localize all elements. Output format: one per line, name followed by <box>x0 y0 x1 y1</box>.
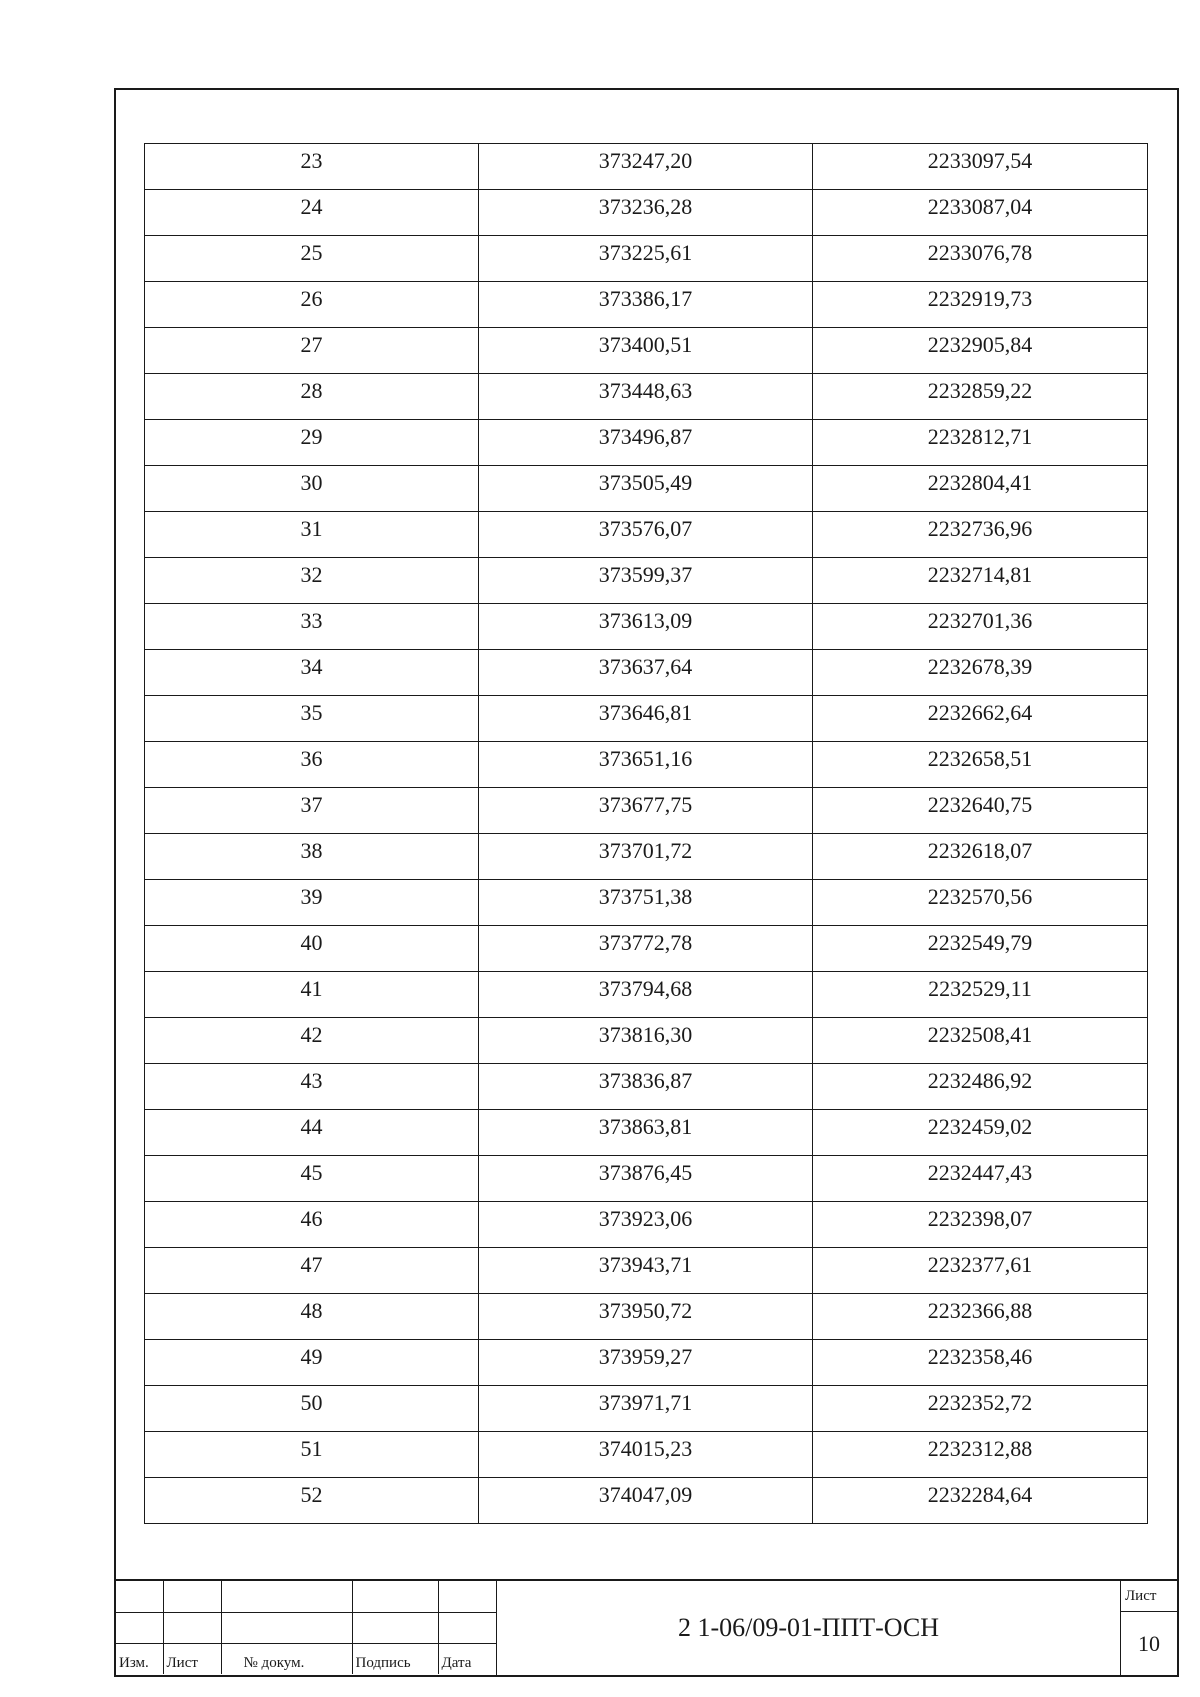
y-coordinate-cell: 2232714,81 <box>813 558 1148 604</box>
y-coordinate-cell: 2233087,04 <box>813 190 1148 236</box>
table-row <box>145 742 1148 788</box>
y-coordinate-cell: 2232701,36 <box>813 604 1148 650</box>
document-code: 2 1-06/09-01-ППТ-ОСН <box>496 1581 1120 1675</box>
table-row <box>145 604 1148 650</box>
point-number-cell: 41 <box>145 972 479 1018</box>
point-number-cell: 45 <box>145 1156 479 1202</box>
y-coordinate-cell: 2232459,02 <box>813 1110 1148 1156</box>
point-number-cell: 35 <box>145 696 479 742</box>
x-coordinate-cell: 373247,20 <box>479 144 813 190</box>
x-coordinate-cell: 373646,81 <box>479 696 813 742</box>
header-date: Дата <box>438 1643 496 1674</box>
point-number-cell: 39 <box>145 880 479 926</box>
y-coordinate-cell: 2232905,84 <box>813 328 1148 374</box>
x-coordinate-cell: 373677,75 <box>479 788 813 834</box>
y-coordinate-cell: 2232508,41 <box>813 1018 1148 1064</box>
revision-cell <box>116 1581 163 1612</box>
y-coordinate-cell: 2232284,64 <box>813 1478 1148 1524</box>
point-number-cell: 27 <box>145 328 479 374</box>
point-number-cell: 40 <box>145 926 479 972</box>
point-number-cell: 32 <box>145 558 479 604</box>
x-coordinate-cell: 373236,28 <box>479 190 813 236</box>
table-row <box>145 1156 1148 1202</box>
table-row <box>145 926 1148 972</box>
point-number-cell: 25 <box>145 236 479 282</box>
y-coordinate-cell: 2232618,07 <box>813 834 1148 880</box>
y-coordinate-cell: 2232358,46 <box>813 1340 1148 1386</box>
x-coordinate-cell: 373599,37 <box>479 558 813 604</box>
point-number-cell: 26 <box>145 282 479 328</box>
table-row <box>145 466 1148 512</box>
sheet-box <box>1120 1581 1177 1675</box>
header-document-number: № докум. <box>221 1643 352 1674</box>
revision-cell <box>163 1581 221 1612</box>
point-number-cell: 29 <box>145 420 479 466</box>
revision-cell <box>221 1612 352 1643</box>
point-number-cell: 47 <box>145 1248 479 1294</box>
x-coordinate-cell: 373863,81 <box>479 1110 813 1156</box>
y-coordinate-cell: 2232529,11 <box>813 972 1148 1018</box>
revision-cell <box>116 1612 163 1643</box>
table-row <box>145 1248 1148 1294</box>
point-number-cell: 51 <box>145 1432 479 1478</box>
x-coordinate-cell: 373751,38 <box>479 880 813 926</box>
point-number-cell: 48 <box>145 1294 479 1340</box>
point-number-cell: 24 <box>145 190 479 236</box>
revision-cell <box>221 1581 352 1612</box>
point-number-cell: 37 <box>145 788 479 834</box>
y-coordinate-cell: 2233076,78 <box>813 236 1148 282</box>
point-number-cell: 46 <box>145 1202 479 1248</box>
revision-cell <box>352 1612 438 1643</box>
y-coordinate-cell: 2232377,61 <box>813 1248 1148 1294</box>
point-number-cell: 33 <box>145 604 479 650</box>
y-coordinate-cell: 2232678,39 <box>813 650 1148 696</box>
header-change: Изм. <box>116 1643 163 1674</box>
x-coordinate-cell: 373836,87 <box>479 1064 813 1110</box>
coordinates-table <box>144 143 1148 1524</box>
x-coordinate-cell: 373496,87 <box>479 420 813 466</box>
table-row <box>145 1294 1148 1340</box>
sheet-label: Лист <box>1121 1581 1177 1612</box>
point-number-cell: 36 <box>145 742 479 788</box>
y-coordinate-cell: 2232658,51 <box>813 742 1148 788</box>
x-coordinate-cell: 373876,45 <box>479 1156 813 1202</box>
point-number-cell: 44 <box>145 1110 479 1156</box>
x-coordinate-cell: 373505,49 <box>479 466 813 512</box>
title-block <box>114 1579 1179 1677</box>
revision-row <box>116 1612 496 1643</box>
x-coordinate-cell: 373943,71 <box>479 1248 813 1294</box>
x-coordinate-cell: 374047,09 <box>479 1478 813 1524</box>
x-coordinate-cell: 373225,61 <box>479 236 813 282</box>
x-coordinate-cell: 373816,30 <box>479 1018 813 1064</box>
x-coordinate-cell: 373794,68 <box>479 972 813 1018</box>
table-row <box>145 1064 1148 1110</box>
point-number-cell: 34 <box>145 650 479 696</box>
table-row <box>145 788 1148 834</box>
point-number-cell: 31 <box>145 512 479 558</box>
revision-grid <box>116 1581 497 1674</box>
point-number-cell: 38 <box>145 834 479 880</box>
header-signature: Подпись <box>352 1643 438 1674</box>
revision-header-row <box>116 1643 496 1674</box>
revision-cell <box>352 1581 438 1612</box>
x-coordinate-cell: 373613,09 <box>479 604 813 650</box>
y-coordinate-cell: 2232662,64 <box>813 696 1148 742</box>
table-row <box>145 512 1148 558</box>
table-row <box>145 420 1148 466</box>
table-row <box>145 1110 1148 1156</box>
header-sheet: Лист <box>163 1643 221 1674</box>
table-row <box>145 1202 1148 1248</box>
point-number-cell: 49 <box>145 1340 479 1386</box>
x-coordinate-cell: 373576,07 <box>479 512 813 558</box>
table-row <box>145 834 1148 880</box>
point-number-cell: 52 <box>145 1478 479 1524</box>
y-coordinate-cell: 2232549,79 <box>813 926 1148 972</box>
table-row <box>145 328 1148 374</box>
table-row <box>145 650 1148 696</box>
y-coordinate-cell: 2232352,72 <box>813 1386 1148 1432</box>
revision-cell <box>438 1612 496 1643</box>
x-coordinate-cell: 373400,51 <box>479 328 813 374</box>
x-coordinate-cell: 373950,72 <box>479 1294 813 1340</box>
y-coordinate-cell: 2232640,75 <box>813 788 1148 834</box>
table-row <box>145 144 1148 190</box>
table-row <box>145 880 1148 926</box>
table-row <box>145 1478 1148 1524</box>
table-row <box>145 696 1148 742</box>
y-coordinate-cell: 2232312,88 <box>813 1432 1148 1478</box>
y-coordinate-cell: 2232570,56 <box>813 880 1148 926</box>
table-row <box>145 236 1148 282</box>
x-coordinate-cell: 373637,64 <box>479 650 813 696</box>
revision-cell <box>163 1612 221 1643</box>
y-coordinate-cell: 2232812,71 <box>813 420 1148 466</box>
table-row <box>145 1386 1148 1432</box>
x-coordinate-cell: 373923,06 <box>479 1202 813 1248</box>
x-coordinate-cell: 374015,23 <box>479 1432 813 1478</box>
y-coordinate-cell: 2232919,73 <box>813 282 1148 328</box>
y-coordinate-cell: 2232447,43 <box>813 1156 1148 1202</box>
table-row <box>145 1432 1148 1478</box>
table-row <box>145 1018 1148 1064</box>
table-row <box>145 558 1148 604</box>
y-coordinate-cell: 2233097,54 <box>813 144 1148 190</box>
revision-row <box>116 1581 496 1612</box>
x-coordinate-cell: 373971,71 <box>479 1386 813 1432</box>
coordinates-table-body <box>145 144 1148 1524</box>
table-row <box>145 282 1148 328</box>
point-number-cell: 43 <box>145 1064 479 1110</box>
table-row <box>145 1340 1148 1386</box>
x-coordinate-cell: 373448,63 <box>479 374 813 420</box>
x-coordinate-cell: 373386,17 <box>479 282 813 328</box>
y-coordinate-cell: 2232859,22 <box>813 374 1148 420</box>
y-coordinate-cell: 2232398,07 <box>813 1202 1148 1248</box>
x-coordinate-cell: 373772,78 <box>479 926 813 972</box>
point-number-cell: 42 <box>145 1018 479 1064</box>
y-coordinate-cell: 2232736,96 <box>813 512 1148 558</box>
table-row <box>145 972 1148 1018</box>
y-coordinate-cell: 2232804,41 <box>813 466 1148 512</box>
table-row <box>145 374 1148 420</box>
point-number-cell: 30 <box>145 466 479 512</box>
point-number-cell: 23 <box>145 144 479 190</box>
y-coordinate-cell: 2232486,92 <box>813 1064 1148 1110</box>
sheet-number: 10 <box>1138 1630 1160 1656</box>
x-coordinate-cell: 373701,72 <box>479 834 813 880</box>
x-coordinate-cell: 373959,27 <box>479 1340 813 1386</box>
point-number-cell: 50 <box>145 1386 479 1432</box>
revision-cell <box>438 1581 496 1612</box>
y-coordinate-cell: 2232366,88 <box>813 1294 1148 1340</box>
point-number-cell: 28 <box>145 374 479 420</box>
table-row <box>145 190 1148 236</box>
x-coordinate-cell: 373651,16 <box>479 742 813 788</box>
